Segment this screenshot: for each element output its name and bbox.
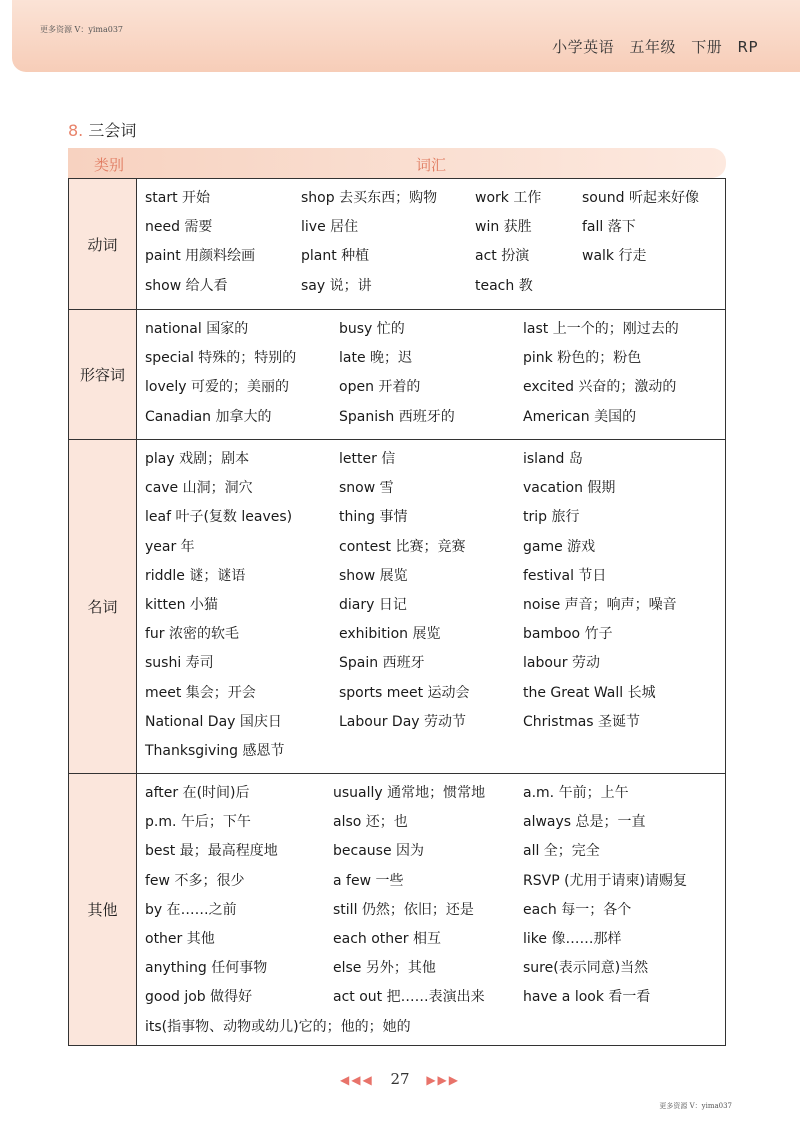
vocab-entry: riddle 谜；谜语	[145, 567, 246, 584]
vocab-entry: a.m. 午前；上午	[523, 785, 629, 801]
book-volume: 下册	[691, 38, 723, 56]
vocab-entry: say 说；讲	[301, 277, 372, 294]
table-header-category: 类别	[94, 156, 125, 174]
vocab-entry: vacation 假期	[523, 480, 616, 497]
vocab-entry: also 还；也	[333, 814, 408, 831]
section-title-text: 三会词	[88, 121, 137, 140]
vocab-entry: Labour Day 劳动节	[339, 713, 467, 730]
prev-arrows-icon: ◀◀◀	[339, 1073, 374, 1087]
book-subject: 小学英语	[552, 38, 615, 56]
vocab-entry: fall 落下	[582, 219, 636, 236]
vocab-entry: act 扮演	[475, 248, 530, 265]
vocab-entry: teach 教	[475, 277, 533, 294]
vocab-entry: kitten 小猫	[145, 597, 218, 613]
vocab-entry: p.m. 午后；下午	[145, 814, 251, 831]
vocab-entry: walk 行走	[582, 248, 647, 265]
vocab-entry: win 获胜	[475, 219, 532, 236]
vocab-entry: national 国家的	[145, 321, 249, 337]
vocab-entry: contest 比赛；竞赛	[339, 538, 466, 555]
vocab-entry: start 开始	[145, 190, 211, 206]
vocab-entry: Spanish 西班牙的	[339, 408, 455, 425]
vocab-entry: pink 粉色的；粉色	[523, 350, 642, 367]
vocab-entry: play 戏剧；剧本	[145, 451, 250, 467]
words-cell	[137, 440, 725, 773]
vocab-entry: diary 日记	[339, 597, 407, 613]
category-label: 形容词	[69, 310, 137, 439]
vocab-entry: sure(表示同意)当然	[523, 960, 649, 977]
category-row	[69, 179, 725, 309]
vocab-entry: show 给人看	[145, 277, 228, 294]
vocab-entry: few 不多；很少	[145, 872, 245, 889]
vocab-entry: usually 通常地；惯常地	[333, 785, 486, 801]
vocab-entry: its(指事物、动物或幼儿)它的；他的；她的	[145, 1018, 411, 1035]
vocab-entry: shop 去买东西；购物	[301, 190, 438, 206]
words-cell	[137, 774, 725, 1045]
vocab-entry: like 像……那样	[523, 931, 622, 947]
section-number: 8.	[68, 121, 84, 140]
vocab-entry: year 年	[145, 538, 195, 555]
category-row	[69, 439, 725, 773]
book-grade: 五年级	[629, 38, 676, 56]
vocab-entry: busy 忙的	[339, 321, 405, 337]
vocab-entry: a few 一些	[333, 872, 404, 889]
vocab-entry: the Great Wall 长城	[523, 684, 656, 701]
vocab-entry: best 最；最高程度地	[145, 843, 278, 860]
vocab-entry: each other 相互	[333, 931, 441, 947]
vocab-entry: act out 把……表演出来	[333, 989, 485, 1006]
page-footer	[0, 1070, 800, 1088]
vocab-entry: last 上一个的；刚过去的	[523, 321, 679, 337]
vocab-entry: all 全；完全	[523, 843, 600, 860]
vocab-entry: National Day 国庆日	[145, 713, 282, 730]
section-title	[68, 118, 136, 141]
vocab-entry: Spain 西班牙	[339, 655, 425, 672]
vocab-entry: letter 信	[339, 451, 396, 467]
vocab-entry: excited 兴奋的；激动的	[523, 379, 677, 396]
page-number: 27	[390, 1070, 410, 1088]
category-label: 名词	[69, 440, 137, 773]
table-header-vocab: 词汇	[416, 156, 447, 174]
vocab-entry: Christmas 圣诞节	[523, 713, 641, 730]
vocab-entry: American 美国的	[523, 408, 637, 425]
vocab-entry: by 在……之前	[145, 901, 237, 918]
vocab-entry: island 岛	[523, 451, 583, 467]
vocab-entry: noise 声音；响声；噪音	[523, 597, 677, 613]
words-cell	[137, 179, 725, 309]
vocab-entry: still 仍然；依旧；还是	[333, 901, 474, 918]
vocab-entry: thing 事情	[339, 509, 408, 526]
vocab-entry: anything 任何事物	[145, 960, 268, 977]
vocab-entry: trip 旅行	[523, 509, 580, 526]
category-row	[69, 309, 725, 439]
vocab-entry: snow 雪	[339, 480, 394, 497]
vocab-entry: leaf 叶子(复数 leaves)	[145, 509, 293, 526]
vocab-entry: have a look 看一看	[523, 989, 651, 1006]
watermark-top: 更多资源 V：yima037	[40, 25, 124, 34]
next-arrows-icon: ▶▶▶	[426, 1073, 461, 1087]
vocab-entry: after 在(时间)后	[145, 785, 250, 801]
vocab-entry: Canadian 加拿大的	[145, 408, 272, 425]
vocab-entry: plant 种植	[301, 248, 370, 265]
vocab-entry: meet 集会；开会	[145, 684, 256, 701]
vocab-entry: fur 浓密的软毛	[145, 626, 240, 643]
vocab-entry: paint 用颜料绘画	[145, 248, 256, 265]
table-header-bar	[68, 148, 726, 178]
watermark-bottom: 更多资源 V：yima037	[659, 1102, 732, 1110]
vocab-entry: sports meet 运动会	[339, 684, 470, 701]
vocab-entry: labour 劳动	[523, 655, 600, 672]
vocab-entry: cave 山洞；洞穴	[145, 480, 253, 497]
vocab-entry: good job 做得好	[145, 989, 253, 1006]
vocab-entry: show 展览	[339, 567, 408, 584]
vocab-entry: lovely 可爱的；美丽的	[145, 379, 289, 396]
vocab-entry: late 晚；迟	[339, 350, 413, 367]
vocab-entry: open 开着的	[339, 379, 421, 396]
book-info	[542, 36, 758, 57]
vocab-entry: game 游戏	[523, 538, 596, 555]
vocab-entry: always 总是；一直	[523, 814, 646, 831]
vocab-entry: live 居住	[301, 219, 359, 236]
vocab-entry: exhibition 展览	[339, 626, 441, 643]
vocab-entry: special 特殊的；特别的	[145, 350, 297, 367]
category-label: 动词	[69, 179, 137, 309]
vocab-entry: bamboo 竹子	[523, 626, 613, 643]
category-label: 其他	[69, 774, 137, 1045]
vocab-entry: sushi 寿司	[145, 655, 214, 672]
vocab-entry: each 每一；各个	[523, 901, 632, 918]
vocab-entry: RSVP (尤用于请柬)请赐复	[523, 872, 688, 889]
book-edition: RP	[737, 38, 758, 56]
vocab-entry: need 需要	[145, 219, 213, 236]
vocab-entry: festival 节日	[523, 567, 607, 584]
vocab-entry: sound 听起来好像	[582, 190, 699, 206]
vocab-entry: work 工作	[475, 190, 542, 206]
vocab-table	[68, 178, 726, 1046]
vocab-entry: else 另外；其他	[333, 960, 436, 977]
category-row	[69, 773, 725, 1045]
vocab-entry: other 其他	[145, 931, 215, 947]
vocab-entry: because 因为	[333, 843, 425, 860]
vocab-entry: Thanksgiving 感恩节	[145, 743, 285, 759]
words-cell	[137, 310, 725, 439]
